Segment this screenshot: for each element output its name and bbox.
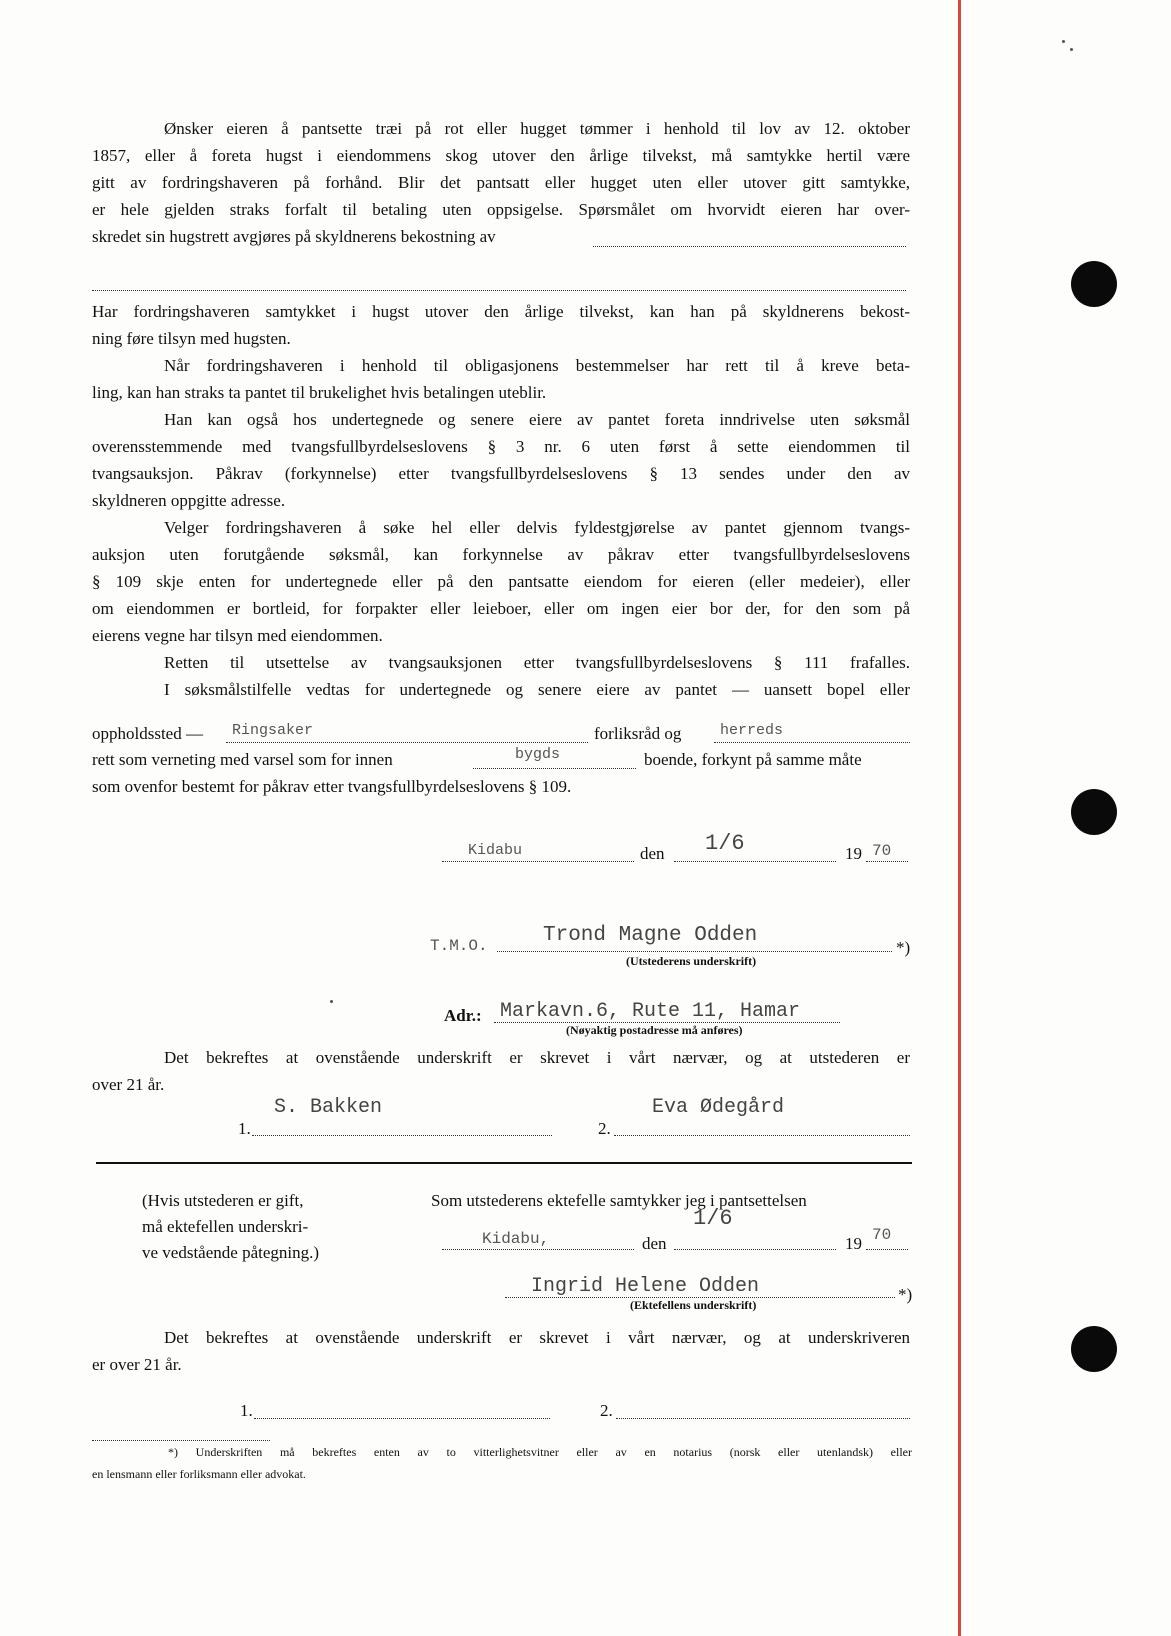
text-line: om eiendommen er bortleid, for forpakter eller leieboer, eller om ingen eier bor der, for den som på [92,599,910,618]
witness-number: 1. [238,1119,251,1138]
text-line: overensstemmende med tvangsfullbyrdelseslovens § 3 nr. 6 uten først å sette eiendommen til [92,437,910,456]
punch-hole [1071,261,1117,307]
text-line: Har fordringshaveren samtykket i hugst utover den årlige tilvekst, kan han på skyldnerens bekost- [92,302,910,321]
text-line: over 21 år. [92,1075,165,1094]
speck [330,1000,333,1003]
text-line: som ovenfor bestemt for påkrav etter tvangsfullbyrdelseslovens § 109. [92,777,572,796]
place2-field[interactable] [442,1249,634,1250]
speck [1070,48,1073,51]
den-label: den [642,1234,667,1253]
spouse-name: Ingrid Helene Odden [531,1275,760,1298]
den-label: den [640,844,665,863]
boende-label: boende, forkynt på samme måte [644,750,862,769]
bygds-value: bygds [515,746,561,763]
text-line: Retten til utsettelse av tvangsauksjonen etter tvangsfullbyrdelseslovens § 111 frafalles. [164,653,910,672]
text-line: Det bekreftes at ovenstående underskrift er skrevet i vårt nærvær, og at utstederen er [164,1048,910,1067]
text-line: er hele gjelden straks forfalt til betaling uten oppsigelse. Spørsmålet om hvorvidt eieren har over- [92,200,910,219]
text-line: auksjon uten forutgående søksmål, kan forkynnelse av påkrav etter tvangsfullbyrdelseslovens [92,545,910,564]
text-line: I søksmålstilfelle vedtas for undertegnede og senere eiere av pantet — uansett bopel eller [164,680,910,699]
text-line: ling, kan han straks ta pantet til brukelighet hvis betalingen uteblir. [92,383,547,402]
date-field[interactable] [674,861,836,862]
forliksrad-field[interactable] [226,742,588,743]
herreds-field[interactable] [714,742,910,743]
spouse-consent: Som utstederens ektefelle samtykker jeg i pantsettelsen [431,1191,807,1210]
spouse-note: ve vedstående påtegning.) [142,1243,320,1262]
forliksrad-label: forliksråd og [594,724,682,743]
place2-value: Kidabu, [482,1230,550,1248]
punch-hole [1071,1326,1117,1372]
spouse-note: må ektefellen underskri- [142,1217,309,1236]
spouse-note: (Hvis utstederen er gift, [142,1191,304,1210]
text-line: er over 21 år. [92,1355,182,1374]
year2-field[interactable] [866,1249,908,1250]
punch-hole [1071,789,1117,835]
text-line: eierens vegne har tilsyn med eiendommen. [92,626,383,645]
year-prefix: 19 [845,1234,862,1253]
paragraph-block [92,298,910,703]
spouse-witness-confirmation [92,1324,910,1378]
witness1-field[interactable] [252,1135,552,1136]
spouse-witness1-field[interactable] [254,1418,550,1419]
witness2-signature: Eva Ødegård [652,1096,785,1119]
bygds-field[interactable] [473,768,636,769]
text-line: skyldneren oppgitte adresse. [92,491,286,510]
date-value: 1/6 [705,831,745,856]
text-line: Han kan også hos undertegnede og senere eiere av pantet foreta inndrivelse uten søksmål [164,410,910,429]
text-line: Velger fordringshaveren å søke hel eller delvis fyldestgjørelse av pantet gjennom tvangs- [164,518,910,537]
text-line: § 109 skje enten for undertegnede eller på den pantsatte eiendom for eieren (eller medeier), eller [92,572,910,591]
text-line: Det bekreftes at ovenstående underskrift er skrevet i vårt nærvær, og at underskriveren [164,1328,910,1347]
text-line: tvangsauksjon. Påkrav (forkynnelse) etter tvangsfullbyrdelseslovens § 13 sendes under den av [92,464,910,483]
year-prefix: 19 [845,844,862,863]
year-value: 70 [872,842,892,860]
witness-confirmation [92,1044,910,1098]
address-label: Adr.: [444,1006,482,1025]
place-field[interactable] [442,861,634,862]
text-line: Når fordringshaveren i henhold til obligasjonens bestemmelser har rett til å kreve beta- [164,356,910,375]
herreds-value: herreds [720,722,784,739]
speck [1062,40,1065,43]
oppholdssted-label: oppholdssted — [92,724,203,743]
issuer-caption: (Utstederens underskrift) [626,954,757,968]
footnote-line: en lensmann eller forliksmann eller advokat. [92,1467,306,1481]
witness-number: 2. [600,1401,613,1420]
footnote [92,1441,912,1485]
text-line: skredet sin hugstrett avgjøres på skyldnerens bekostning av [92,227,496,246]
paragraph-timber [92,115,910,250]
witness2-field[interactable] [614,1135,910,1136]
witness-number: 2. [598,1119,611,1138]
forliksrad-value: Ringsaker [232,722,314,739]
address-caption: (Nøyaktig postadresse må anføres) [566,1023,743,1037]
spouse-witness2-field[interactable] [616,1418,910,1419]
place-value: Kidabu [468,842,523,859]
date2-value: 1/6 [693,1206,733,1231]
footnote-marker: *) [896,938,911,957]
section-divider [96,1162,912,1164]
footnote-marker: *) [898,1285,913,1304]
year-field[interactable] [866,861,908,862]
fill-line[interactable] [593,246,906,247]
year2-value: 70 [872,1226,892,1244]
verneting-label: rett som verneting med varsel som for innen [92,750,393,769]
witness1-signature: S. Bakken [274,1096,383,1119]
text-line: gitt av fordringshaveren på forhånd. Blir det pantsatt eller hugget uten eller utover gitt samtykke, [92,173,910,192]
date2-field[interactable] [674,1249,836,1250]
text-line: 1857, eller å foreta hugst i eiendommens skog utover den årlige tilvekst, må samtykke hertil være [92,146,910,165]
footnote-line: *) Underskriften må bekreftes enten av to vitterlighetsvitner eller av en notarius (norsk eller utenlandsk) eller [168,1445,912,1459]
red-margin-line [958,0,961,1636]
issuer-name: Trond Magne Odden [543,924,758,947]
address-value: Markavn.6, Rute 11, Hamar [500,1000,801,1023]
text-line: ning føre tilsyn med hugsten. [92,329,291,348]
witness-number: 1. [240,1401,253,1420]
issuer-initials: T.M.O. [430,937,488,955]
text-line: Ønsker eieren å pantsette træi på rot eller hugget tømmer i henhold til lov av 12. oktober [164,119,910,138]
spouse-caption: (Ektefellens underskrift) [630,1298,757,1312]
fill-line[interactable] [92,290,906,291]
issuer-signature-field[interactable] [497,951,892,952]
